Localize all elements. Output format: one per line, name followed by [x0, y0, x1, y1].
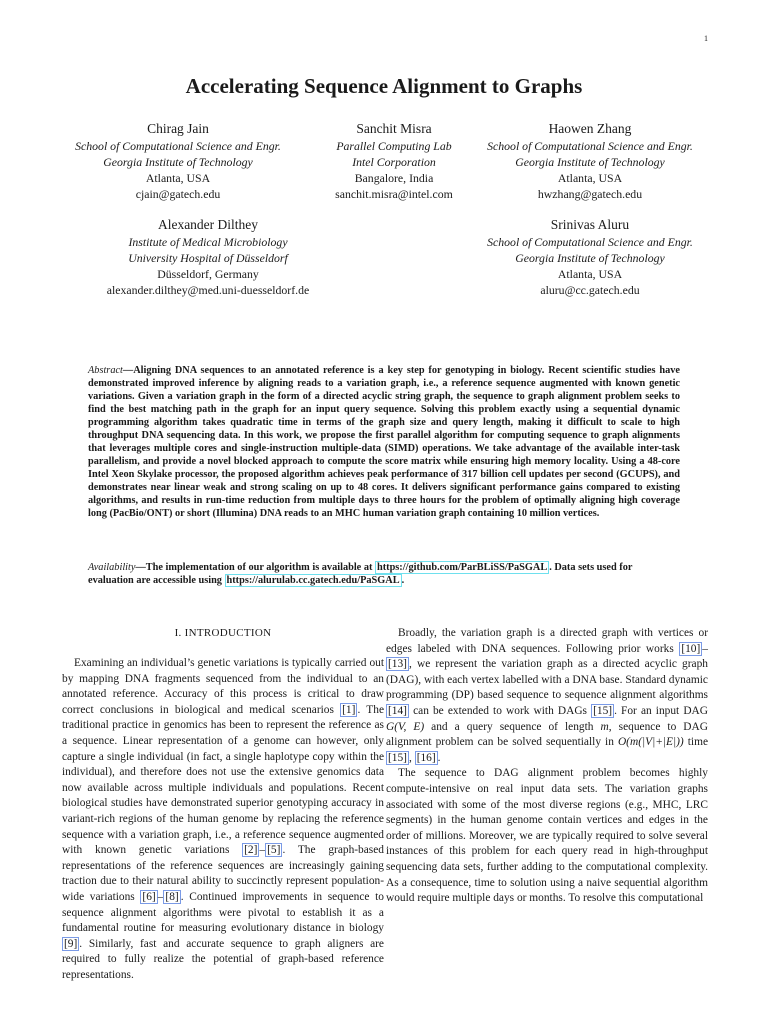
citation-link[interactable]: [9] [64, 937, 78, 950]
citation-link[interactable]: [1] [342, 703, 356, 716]
abstract-dash: — [122, 365, 134, 376]
left-column [62, 626, 384, 983]
author-name: Haowen Zhang [548, 121, 632, 136]
author-email: aluru@cc.gatech.edu [540, 283, 640, 297]
body-text: – [259, 844, 266, 857]
dataset-link[interactable]: https://alurulab.cc.gatech.edu/PaSGAL [226, 575, 400, 586]
author-location: Atlanta, USA [557, 171, 623, 185]
intro-paragraph-3: The sequence to DAG alignment problem becomes highly compute-intensive on real input data sets. The variation graphs associated with some of the most diverse regions (e.g., MHC, LRC segments) in the human genome contain vertices and edges in the order of millions. Moreover, we are typically required to solve several instances of this problem for each query read in high-throughput sequencing data sets, further adding to the computational complexity. As a consequence, time to solution using a naive sequential algorithm would require multiple days or months. To resolve this computational [386, 767, 708, 905]
author-block [306, 120, 482, 202]
author-name: Sanchit Misra [356, 121, 432, 136]
availability-text: . Data sets used for evaluation are accessible using [88, 562, 633, 586]
intro-paragraph-1 [62, 656, 384, 983]
author-name: Alexander Dilthey [157, 217, 259, 232]
body-text: . Similarly, fast and accurate sequence to graph aligners are required to fully realize the potential of graph-based reference representations. [62, 937, 384, 981]
body-text: , [408, 751, 415, 764]
author-location: Düsseldorf, Germany [157, 267, 259, 281]
author-affiliation: School of Computational Science and Engr. [75, 139, 281, 153]
section-title-rest: NTRODUCTION [188, 627, 272, 639]
author-email: hwzhang@gatech.edu [537, 187, 643, 201]
citation-link[interactable]: [16] [416, 751, 436, 764]
citation-link[interactable]: [15] [388, 751, 407, 764]
citation-link[interactable]: [8] [165, 890, 179, 903]
author-block [472, 216, 708, 298]
author-block [80, 216, 336, 298]
body-text: can be extended to work with DAGs [408, 704, 592, 717]
author-email: alexander.dilthey@med.uni-duesseldorf.de [106, 283, 310, 297]
section-heading-introduction [62, 626, 384, 641]
body-text: . Continued improvements in sequence to sequence alignment algorithms were pivotal to establish it as a fundamental routine for measuring evolutionary distance in biology [62, 890, 384, 935]
availability-text: The implementation of our algorithm is available at [145, 562, 375, 573]
availability-label: Availability [88, 562, 136, 573]
body-text: . The traditional practice in genomics has been to represent the reference as a sequence. Linear representation of a genome can however, only capture a single individual (in fact, a single haplotype copy within the individual), and therefore does not use the extensive genomics data now available across multiple individuals and populations. Recent biological studies have demonstrated superior genotyping accuracy in variant-rich regions of the human genome by replacing the reference sequence with a variation graph, i.e., a reference sequence augmented with known genetic variations [62, 703, 384, 857]
citation-link[interactable]: [15] [593, 704, 613, 717]
abstract [88, 364, 680, 520]
intro-paragraph-2 [386, 626, 708, 766]
page-number: 1 [704, 34, 708, 43]
author-affiliation: University Hospital of Düsseldorf [128, 251, 288, 265]
author-affiliation: School of Computational Science and Engr. [487, 139, 693, 153]
author-affiliation: Georgia Institute of Technology [103, 155, 253, 169]
body-text: and a query sequence of length [424, 720, 601, 733]
body-text: time [683, 736, 708, 749]
citation-link[interactable]: [6] [142, 890, 156, 903]
author-block [472, 120, 708, 202]
body-text: , sequence to DAG alignment problem can be solved sequentially in [386, 720, 708, 749]
author-name: Srinivas Aluru [550, 217, 630, 232]
paper-title: Accelerating Sequence Alignment to Graphs [185, 74, 583, 98]
body-text: Examining an individual’s genetic variations is typically carried out by mapping DNA fragments sequenced from the individual to an annotated reference. Accuracy of this process is critical to draw correct conclusions in biological and medical scenarios [62, 657, 384, 716]
math-inline: O(m(|V|+|E|)) [617, 736, 684, 749]
abstract-label: Abstract [88, 365, 123, 376]
abstract-text: Aligning DNA sequences to an annotated reference is a key step for genotyping in biology. Recent scientific studies have demonstrated improved inference by aligning reads to a variation graph, i.e., a reference sequence augmented with known genetic variations. Given a variation graph in the form of a directed acyclic string graph, the sequence to graph alignment problem seeks to find the best matching path in the graph for an input query sequence. Solving this problem exactly using a sequential dynamic programming algorithm takes quadratic time in terms of the graph size and query length, making it difficult to scale to high throughput DNA sequencing data. In this work, we propose the first parallel algorithm for computing sequence to graph alignments that leverages multiple cores and single-instruction multiple-data (SIMD) operations. We take advantage of the available inter-task parallelism, and provide a novel blocked approach to compute the score matrix while ensuring high memory locality. Using a 48-core Intel Xeon Skylake processor, the proposed algorithm achieves peak performance of 317 billion cell updates per second (GCUPS), and demonstrates near linear weak and strong scaling on up to 48 cores. It delivers significant performance gains compared to existing algorithms, and results in run-time reduction from multiple days to three hours for the problem of optimally aligning high coverage long (PacBio/ONT) or short (Illumina) DNA reads to an MHC human variation graph containing 10 million vertices. [88, 365, 680, 519]
math-inline: m [600, 720, 609, 733]
github-link[interactable]: https://github.com/ParBLiSS/PaSGAL [376, 562, 548, 573]
math-inline: G(V, E) [386, 720, 425, 733]
availability-dash: — [135, 562, 146, 573]
section-numeral: I. [174, 627, 185, 639]
citation-link[interactable]: [2] [244, 844, 258, 857]
citation-link[interactable]: [10] [681, 642, 701, 655]
author-block [60, 120, 296, 202]
author-email: sanchit.misra@intel.com [335, 187, 453, 201]
author-affiliation: Georgia Institute of Technology [515, 251, 665, 265]
right-column-content [386, 626, 708, 907]
body-text: . For an input DAG [614, 704, 708, 717]
author-location: Atlanta, USA [145, 171, 211, 185]
author-affiliation: Institute of Medical Microbiology [128, 235, 288, 249]
body-text: Broadly, the variation graph is a directed graph with vertices or edges labeled with DNA sequences. Following prior works [386, 627, 708, 655]
body-text: – [702, 642, 708, 655]
author-affiliation: Parallel Computing Lab [336, 139, 452, 153]
availability-text: . [401, 575, 405, 586]
author-location: Atlanta, USA [557, 267, 623, 281]
author-location: Bangalore, India [354, 171, 434, 185]
author-affiliation: School of Computational Science and Engr. [487, 235, 693, 249]
body-text: , we represent the variation graph as a directed acyclic graph (DAG), with each vertex labelled with a DNA base. Standard dynamic programming (DP) based sequence to sequence alignment algorithms [386, 658, 708, 702]
citation-link[interactable]: [14] [388, 704, 407, 717]
citation-link[interactable]: [13] [388, 658, 407, 671]
availability [88, 561, 680, 587]
citation-link[interactable]: [5] [267, 844, 281, 857]
author-email: cjain@gatech.edu [135, 187, 221, 201]
body-text: – [157, 890, 164, 903]
body-text: . The graph-based representations of the reference sequences are increasingly gaining traction due to their natural ability to succinctly represent population-wide variations [62, 844, 384, 903]
author-affiliation: Georgia Institute of Technology [515, 155, 665, 169]
author-affiliation: Intel Corporation [352, 155, 436, 169]
body-text: . [437, 751, 441, 764]
author-name: Chirag Jain [147, 121, 209, 136]
section-title-initial: I [184, 627, 189, 639]
